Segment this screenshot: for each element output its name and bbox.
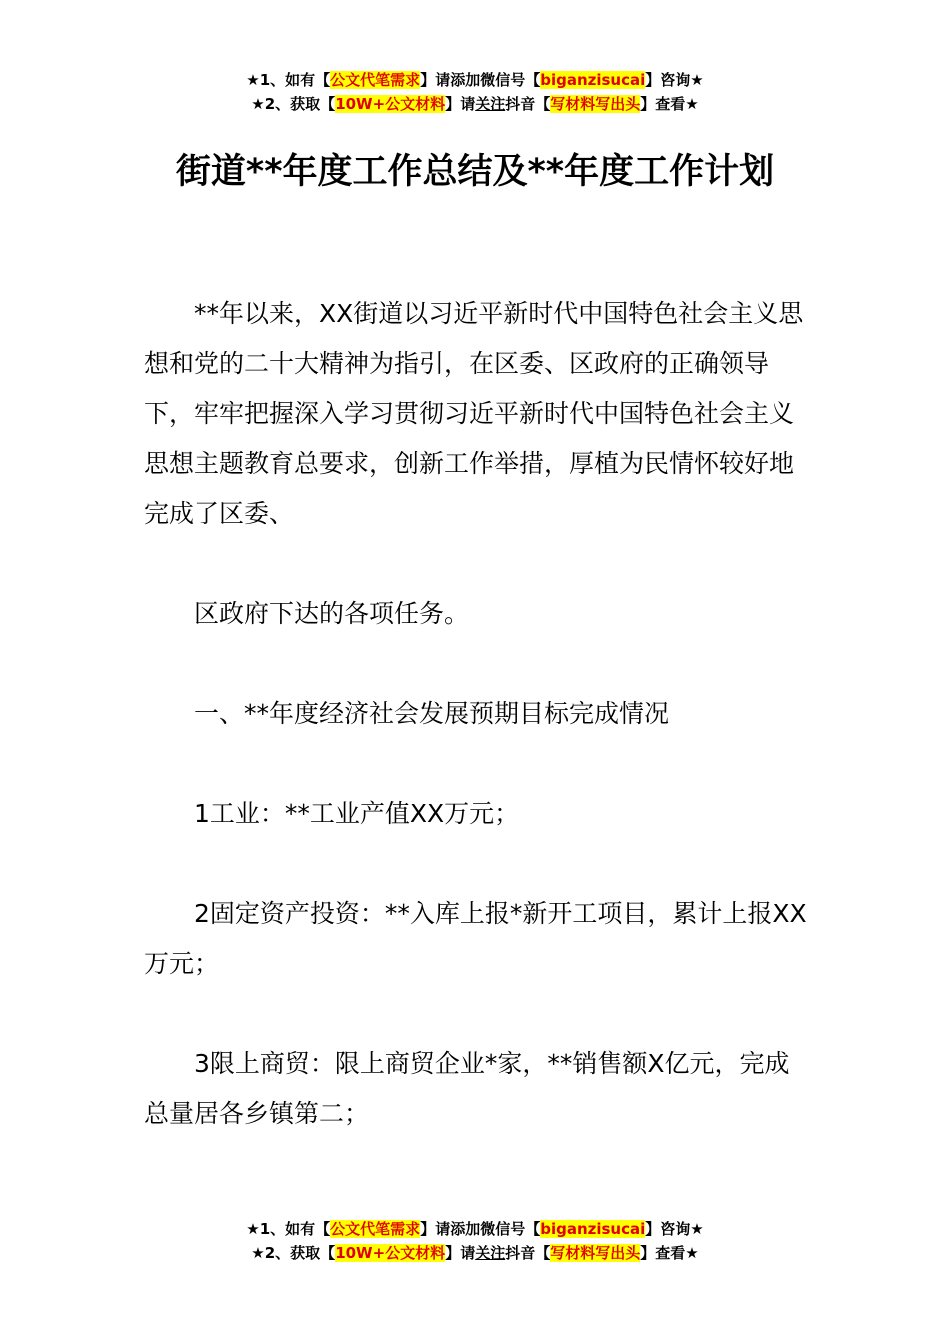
banner-text: ★1、如有【 [246, 71, 331, 89]
banner-text: 】咨询★ [645, 1220, 704, 1238]
banner-highlight: 10W+公文材料 [335, 1244, 446, 1262]
banner-line-2 [0, 1241, 950, 1265]
paragraph: 3限上商贸：限上商贸企业*家，**销售额X亿元，完成总量居各乡镇第二； [144, 1049, 790, 1128]
section-heading: 一、**年度经济社会发展预期目标完成情况 [194, 699, 670, 728]
banner-text: ★1、如有【 [246, 1220, 331, 1238]
banner-text: 】请 [445, 95, 476, 113]
banner-line-1 [0, 1217, 950, 1241]
paragraph: 1工业：**工业产值XX万元； [194, 799, 520, 828]
banner-highlight: 写材料写出头 [550, 1244, 641, 1262]
banner-line-2 [0, 92, 950, 116]
banner-line-1 [0, 68, 950, 92]
document-body [144, 289, 810, 1139]
footer-banner [0, 1217, 950, 1265]
paragraph: 2固定资产投资：**入库上报*新开工项目，累计上报XX万元； [144, 899, 807, 978]
banner-text: ★2、获取【 [251, 95, 336, 113]
banner-highlight: biganzisucai [540, 1220, 646, 1238]
banner-text: 抖音【 [505, 95, 551, 113]
banner-text: 】请添加微信号【 [420, 1220, 541, 1238]
banner-text: 】查看★ [640, 1244, 699, 1262]
banner-underlined-text: 关注 [475, 1244, 506, 1262]
banner-text: 】请添加微信号【 [420, 71, 541, 89]
banner-underlined-text: 关注 [475, 95, 506, 113]
paragraph: **年以来，XX街道以习近平新时代中国特色社会主义思想和党的二十大精神为指引，在区委、区政府的正确领导下，牢牢把握深入学习贯彻习近平新时代中国特色社会主义思想主题教育总要求，创新工作举措，厚植为民情怀较好地完成了区委、 [144, 299, 804, 528]
paragraph: 区政府下达的各项任务。 [194, 599, 470, 628]
banner-text: 】请 [445, 1244, 476, 1262]
banner-highlight: 写材料写出头 [550, 95, 641, 113]
banner-text: 】咨询★ [645, 71, 704, 89]
banner-text: ★2、获取【 [251, 1244, 336, 1262]
banner-text: 】查看★ [640, 95, 699, 113]
banner-highlight: 公文代笔需求 [330, 71, 421, 89]
banner-text: 抖音【 [505, 1244, 551, 1262]
banner-highlight: 10W+公文材料 [335, 95, 446, 113]
header-banner [0, 68, 950, 116]
banner-highlight: 公文代笔需求 [330, 1220, 421, 1238]
document-title: 街道**年度工作总结及**年度工作计划 [175, 152, 775, 192]
banner-highlight: biganzisucai [540, 71, 646, 89]
